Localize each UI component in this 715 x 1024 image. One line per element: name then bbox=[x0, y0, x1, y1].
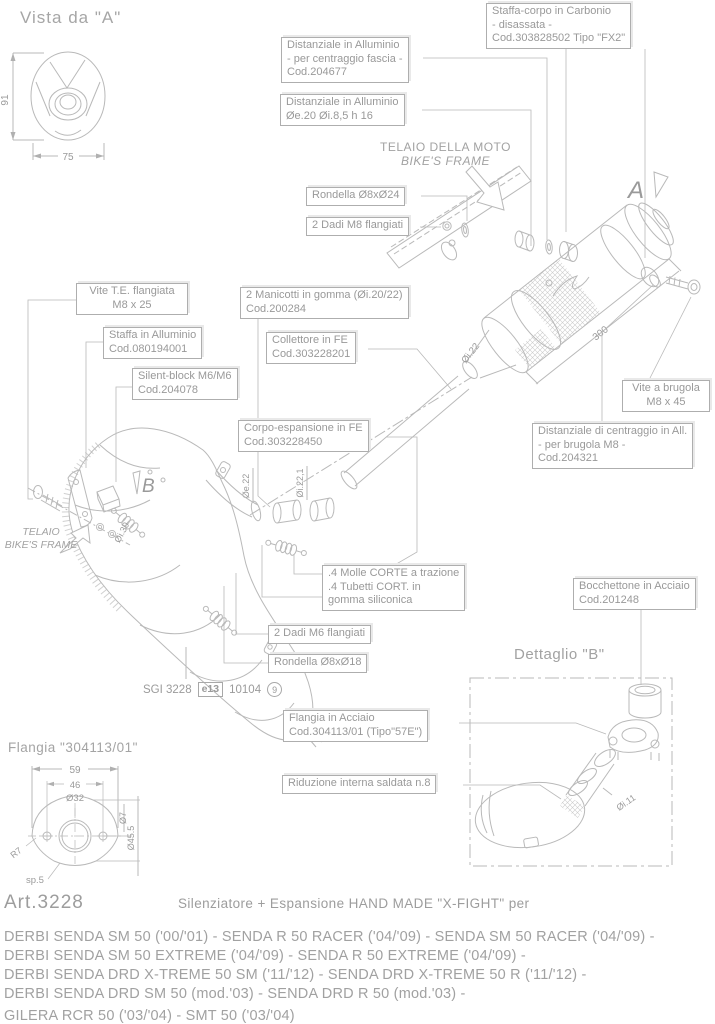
flange-title: Flangia "304113/01" bbox=[8, 740, 138, 755]
callout-flangia-acciaio bbox=[283, 710, 428, 742]
stamp-e-mark: e13 bbox=[198, 682, 224, 697]
callout-silent-block bbox=[132, 368, 238, 400]
model-line: DERBI SENDA SM 50 EXTREME ('04/'09) - SENDA R 50 EXTREME ('04/'09) - bbox=[4, 948, 526, 964]
callout-line: Distanziale in Alluminio bbox=[287, 39, 400, 51]
callout-line: Cod.200284 bbox=[246, 302, 306, 315]
callout-staffa-alluminio bbox=[103, 327, 202, 359]
view-b-marker bbox=[133, 471, 155, 497]
frame-fasteners bbox=[443, 222, 578, 262]
frame-annotation-top bbox=[358, 140, 533, 168]
sleeve-outer-dim: Øe.22 bbox=[241, 473, 251, 499]
flange-dim-59: 59 bbox=[69, 765, 81, 776]
sleeve-inner-dim: Øi.22,1 bbox=[295, 468, 305, 498]
callout-line: Øe.20 Øi.8,5 h 16 bbox=[286, 109, 373, 122]
stamp-circled-number: 9 bbox=[267, 682, 282, 697]
callout-collettore bbox=[266, 332, 356, 364]
flange-drawing bbox=[8, 765, 140, 886]
frame-annotation-left-line1: TELAIO bbox=[22, 526, 60, 538]
callout-vite-brugola bbox=[622, 380, 710, 412]
callout-dadi-m6 bbox=[268, 625, 371, 644]
callout-line: Cod.303828502 Tipo "FX2" bbox=[492, 32, 626, 44]
frame-annotation-left bbox=[0, 526, 82, 552]
callout-line: Cod.303228450 bbox=[244, 435, 323, 448]
flange-dim-bore: Ø32 bbox=[66, 793, 84, 804]
callout-line: Vite a brugola bbox=[632, 382, 700, 394]
bocchettone-part bbox=[629, 684, 661, 718]
flange-dim-hole: Ø7 bbox=[118, 811, 128, 825]
callout-line: Rondella Ø8xØ24 bbox=[312, 189, 400, 201]
vista-dim-width: 75 bbox=[62, 152, 74, 163]
callout-line: Bocchettone in Acciaio bbox=[579, 580, 690, 592]
expansion-chamber bbox=[65, 428, 322, 747]
callout-manicotti bbox=[240, 287, 409, 319]
callout-distanziale-fascia bbox=[281, 37, 409, 83]
callout-line: Corpo-espansione in FE bbox=[244, 422, 363, 434]
vista-a-title: Vista da "A" bbox=[20, 8, 122, 27]
detail-b-title: Dettaglio "B" bbox=[514, 646, 605, 663]
callout-line: M8 x 45 bbox=[646, 395, 686, 408]
callout-line: Cod.303228201 bbox=[272, 347, 351, 360]
model-line: DERBI SENDA DRD SM 50 (mod.'03) - SENDA DRD R 50 (mod.'03) - bbox=[4, 986, 466, 1002]
callout-line: Distanziale in Alluminio bbox=[286, 96, 399, 108]
callout-line: Vite T.E. flangiata bbox=[89, 285, 175, 297]
callout-molle bbox=[322, 565, 465, 611]
callout-distanziale-20 bbox=[280, 94, 405, 126]
callout-line: Flangia in Acciaio bbox=[289, 712, 375, 724]
callout-line: Staffa in Alluminio bbox=[109, 329, 197, 341]
homologation-stamp bbox=[143, 682, 282, 697]
frame-annotation-left-line2: BIKE'S FRAME bbox=[4, 539, 78, 551]
callout-line: gomma siliconica bbox=[328, 594, 413, 606]
callout-vite-te bbox=[76, 283, 188, 315]
callout-distanziale-centraggio bbox=[532, 423, 693, 469]
callout-line: M8 x 25 bbox=[112, 298, 152, 311]
model-line: DERBI SENDA DRD X-TREME 50 SM ('11/'12) - SENDA DRD X-TREME 50 R ('11/'12) - bbox=[4, 967, 587, 983]
callout-line: - disassata - bbox=[492, 18, 552, 31]
callout-line: Riduzione interna saldata n.8 bbox=[288, 777, 431, 789]
silencer-tip bbox=[471, 746, 637, 854]
flange-dim-46: 46 bbox=[69, 780, 81, 791]
compatible-models-list bbox=[4, 928, 655, 1024]
callout-line: Collettore in FE bbox=[272, 334, 348, 346]
flange-dim-thickness: sp.5 bbox=[26, 875, 44, 886]
frame-arrow bbox=[466, 166, 504, 210]
detail-inlet-dim: Øi.11 bbox=[614, 792, 638, 813]
rubber-sleeve-1 bbox=[273, 500, 301, 523]
callout-rondella-24 bbox=[306, 187, 405, 206]
article-number: Art.3228 bbox=[4, 892, 84, 913]
frame-annotation-line2: BIKE'S FRAME bbox=[401, 154, 490, 168]
product-description: Silenziatore + Espansione HAND MADE "X-FIGHT" per bbox=[178, 896, 530, 911]
callout-line: - per centraggio fascia - bbox=[287, 52, 403, 65]
callout-line: Cod.201248 bbox=[579, 593, 639, 606]
callout-line: Cod.080194001 bbox=[109, 342, 188, 355]
silencer-inlet-dim: Øi.22 bbox=[459, 341, 483, 366]
callout-line: Distanziale di centraggio in All. bbox=[538, 425, 688, 437]
callout-line: Cod.304113/01 (Tipo"57E") bbox=[289, 725, 423, 738]
callout-corpo-espansione bbox=[238, 420, 369, 452]
callout-rondella-18 bbox=[268, 654, 367, 673]
flange-dim-radius: R7 bbox=[8, 845, 24, 861]
callout-line: .4 Tubetti CORT. in bbox=[328, 580, 421, 593]
callout-line: 2 Dadi M6 flangiati bbox=[274, 627, 366, 639]
stamp-number: 10104 bbox=[229, 683, 262, 696]
callout-line: .4 Molle CORTE a trazione bbox=[328, 567, 460, 579]
callout-line: Cod.204321 bbox=[538, 452, 598, 464]
svg-text:A: A bbox=[628, 177, 645, 204]
model-line: GILERA RCR 50 ('03/'04) - SMT 50 ('03/'04) bbox=[4, 1008, 295, 1024]
callout-staffa-corpo bbox=[486, 3, 631, 49]
callout-dadi-m8 bbox=[306, 217, 409, 236]
callout-line: Rondella Ø8xØ18 bbox=[274, 656, 362, 668]
callout-line: - per brugola M8 - bbox=[538, 438, 626, 451]
vista-dim-height: 91 bbox=[0, 94, 11, 106]
rubber-sleeve-2 bbox=[310, 498, 334, 521]
callout-line: Silent-block M6/M6 bbox=[138, 370, 232, 382]
stamp-text: SGI 3228 bbox=[143, 683, 192, 696]
detail-b-drawing bbox=[470, 678, 672, 866]
callout-line: Cod.204677 bbox=[287, 66, 347, 78]
callout-line: 2 Manicotti in gomma (Øi.20/22) bbox=[246, 289, 403, 301]
callout-bocchettone bbox=[573, 578, 696, 610]
model-line: DERBI SENDA SM 50 ('00/'01) - SENDA R 50 RACER ('04/'09) - SENDA SM 50 RACER ('04/'09) - bbox=[4, 929, 655, 945]
callout-riduzione bbox=[282, 775, 436, 794]
callout-line: 2 Dadi M8 flangiati bbox=[312, 219, 404, 231]
frame-annotation-line1: TELAIO DELLA MOTO bbox=[380, 140, 511, 154]
silencer-length-dim: 300 bbox=[590, 324, 611, 344]
callout-line: Staffa-corpo in Carbonio bbox=[492, 5, 612, 17]
svg-text:B: B bbox=[142, 476, 155, 497]
chamber-inlet-dim: Øi.30 bbox=[112, 520, 132, 545]
callout-line: Cod.204078 bbox=[138, 383, 198, 396]
view-a-marker bbox=[626, 172, 668, 204]
vista-a-drawing bbox=[0, 52, 105, 163]
flange-dim-height: Ø45.5 bbox=[126, 825, 136, 851]
silencer-body bbox=[459, 198, 681, 384]
